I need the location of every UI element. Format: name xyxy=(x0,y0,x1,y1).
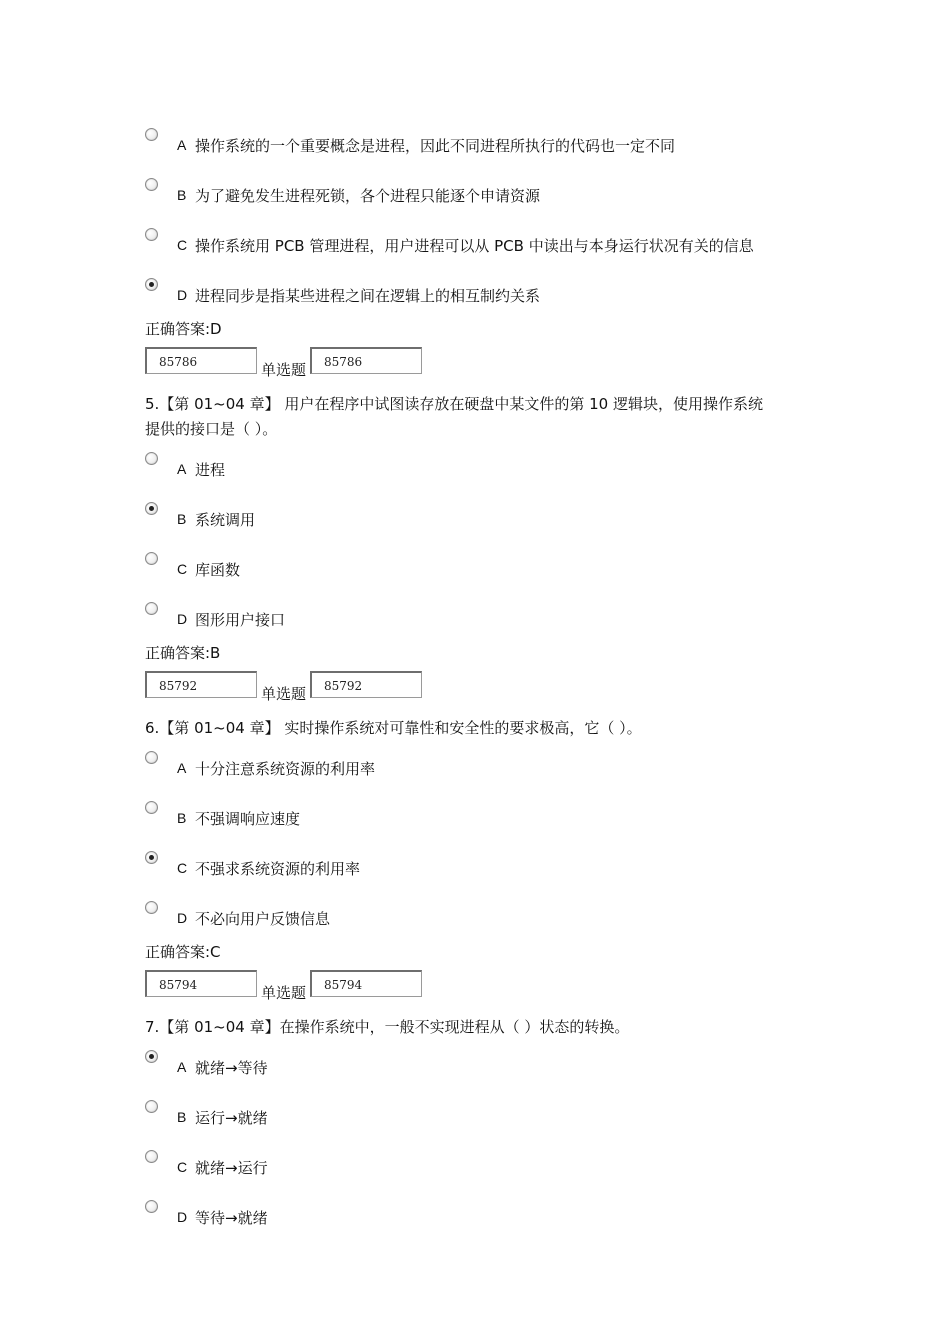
q6-option-b[interactable] xyxy=(145,801,845,831)
option-letter: C xyxy=(177,1159,188,1175)
q6-option-a[interactable] xyxy=(145,751,845,781)
option-letter: B xyxy=(177,187,187,203)
question-id-field[interactable]: 85794 xyxy=(145,970,257,997)
option-text: 运行→就绪 xyxy=(195,1109,268,1127)
option-letter: D xyxy=(177,287,188,303)
q7-option-a[interactable] xyxy=(145,1050,845,1080)
q4-correct-answer: 正确答案:D xyxy=(145,320,222,338)
option-text: 就绪→运行 xyxy=(195,1159,268,1177)
option-letter: B xyxy=(177,810,187,826)
q6-stem-line-1: 6.【第 01~04 章】 实时操作系统对可靠性和安全性的要求极高，它（ ）。 xyxy=(145,719,642,737)
option-text: 进程同步是指某些进程之间在逻辑上的相互制约关系 xyxy=(195,287,541,305)
question-id-field-2[interactable]: 85794 xyxy=(310,970,422,997)
q4-option-d[interactable] xyxy=(145,278,845,308)
q5-stem-line-1: 5.【第 01~04 章】 用户在程序中试图读存放在硬盘中某文件的第 10 逻辑块，使用操作系统 xyxy=(145,395,763,413)
option-letter: A xyxy=(177,1059,187,1075)
question-id-field[interactable]: 85786 xyxy=(145,347,257,374)
option-text: 不强求系统资源的利用率 xyxy=(195,860,361,878)
q5-option-d[interactable] xyxy=(145,602,845,632)
option-letter: C xyxy=(177,237,188,253)
option-letter: B xyxy=(177,1109,187,1125)
option-text: 操作系统的一个重要概念是进程，因此不同进程所执行的代码也一定不同 xyxy=(195,137,676,155)
radio-button[interactable] xyxy=(145,502,158,515)
q4-option-a[interactable] xyxy=(145,128,845,158)
q7-stem-line-1: 7.【第 01~04 章】在操作系统中，一般不实现进程从（ ）状态的转换。 xyxy=(145,1018,630,1036)
option-letter: D xyxy=(177,910,188,926)
radio-button[interactable] xyxy=(145,801,158,814)
option-letter: C xyxy=(177,561,188,577)
radio-button[interactable] xyxy=(145,1100,158,1113)
option-letter: D xyxy=(177,611,188,627)
question-id-field-2[interactable]: 85792 xyxy=(310,671,422,698)
radio-button[interactable] xyxy=(145,178,158,191)
q7-option-c[interactable] xyxy=(145,1150,845,1180)
radio-button[interactable] xyxy=(145,1200,158,1213)
q5-id-row xyxy=(145,671,445,701)
radio-button[interactable] xyxy=(145,1050,158,1063)
q5-stem-line-2: 提供的接口是（ ）。 xyxy=(145,420,278,438)
q4-id-row xyxy=(145,347,445,377)
option-text: 系统调用 xyxy=(195,511,256,529)
option-letter: A xyxy=(177,760,187,776)
q5-option-a[interactable] xyxy=(145,452,845,482)
q7-option-d[interactable] xyxy=(145,1200,845,1230)
radio-button[interactable] xyxy=(145,128,158,141)
option-text: 进程 xyxy=(195,461,226,479)
q6-option-c[interactable] xyxy=(145,851,845,881)
option-letter: B xyxy=(177,511,187,527)
q4-option-c[interactable] xyxy=(145,228,845,258)
radio-button[interactable] xyxy=(145,228,158,241)
question-type-label: 单选题 xyxy=(261,685,307,703)
question-id-field-2[interactable]: 85786 xyxy=(310,347,422,374)
radio-button[interactable] xyxy=(145,552,158,565)
radio-button[interactable] xyxy=(145,901,158,914)
option-letter: A xyxy=(177,137,187,153)
radio-button[interactable] xyxy=(145,602,158,615)
radio-button[interactable] xyxy=(145,452,158,465)
option-text: 就绪→等待 xyxy=(195,1059,268,1077)
option-text: 为了避免发生进程死锁，各个进程只能逐个申请资源 xyxy=(195,187,541,205)
option-text: 十分注意系统资源的利用率 xyxy=(195,760,376,778)
option-text: 不强调响应速度 xyxy=(195,810,301,828)
option-text: 库函数 xyxy=(195,561,241,579)
question-type-label: 单选题 xyxy=(261,361,307,379)
radio-button[interactable] xyxy=(145,751,158,764)
q4-option-b[interactable] xyxy=(145,178,845,208)
option-text: 等待→就绪 xyxy=(195,1209,268,1227)
radio-button[interactable] xyxy=(145,1150,158,1163)
radio-button[interactable] xyxy=(145,278,158,291)
option-text: 不必向用户反馈信息 xyxy=(195,910,331,928)
option-letter: C xyxy=(177,860,188,876)
q6-correct-answer: 正确答案:C xyxy=(145,943,221,961)
q5-option-c[interactable] xyxy=(145,552,845,582)
option-letter: D xyxy=(177,1209,188,1225)
q5-correct-answer: 正确答案:B xyxy=(145,644,221,662)
question-type-label: 单选题 xyxy=(261,984,307,1002)
radio-button[interactable] xyxy=(145,851,158,864)
option-letter: A xyxy=(177,461,187,477)
q5-option-b[interactable] xyxy=(145,502,845,532)
q6-option-d[interactable] xyxy=(145,901,845,931)
question-id-field[interactable]: 85792 xyxy=(145,671,257,698)
q7-option-b[interactable] xyxy=(145,1100,845,1130)
q6-id-row xyxy=(145,970,445,1000)
option-text: 操作系统用 PCB 管理进程，用户进程可以从 PCB 中读出与本身运行状况有关的信息 xyxy=(195,237,754,255)
option-text: 图形用户接口 xyxy=(195,611,286,629)
